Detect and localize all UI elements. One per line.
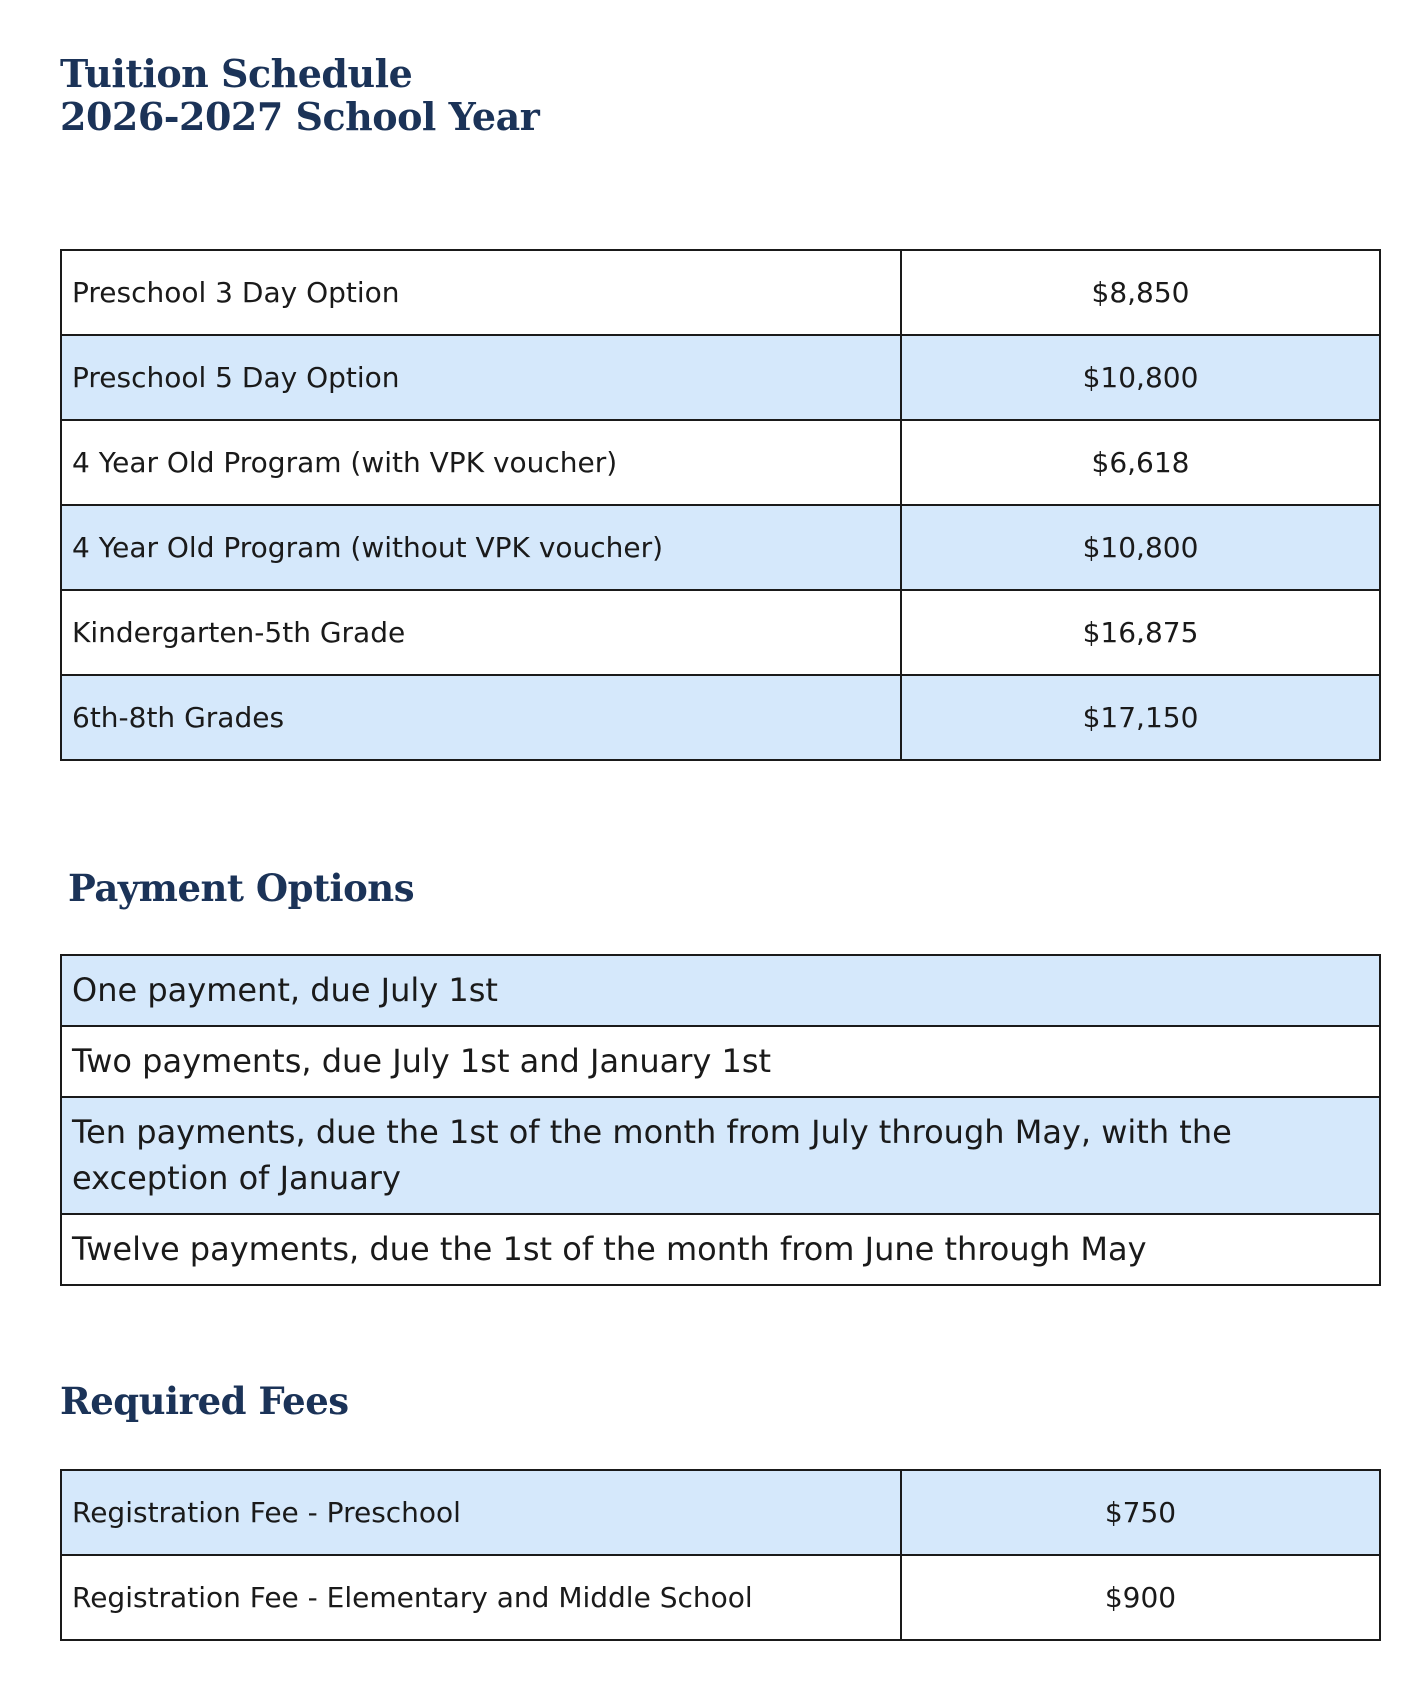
table-row	[61, 1470, 1380, 1555]
program-name: Kindergarten-5th Grade	[61, 590, 901, 675]
program-name: 4 Year Old Program (without VPK voucher)	[61, 505, 901, 590]
program-name: 4 Year Old Program (with VPK voucher)	[61, 420, 901, 505]
program-name: 6th-8th Grades	[61, 675, 901, 760]
title-line-2: 2026-2027 School Year	[60, 94, 540, 139]
program-name: Preschool 3 Day Option	[61, 250, 901, 335]
program-name: Preschool 5 Day Option	[61, 335, 901, 420]
fee-name: Registration Fee - Elementary and Middle School	[61, 1555, 901, 1640]
program-price: $17,150	[901, 675, 1380, 760]
table-row	[61, 505, 1380, 590]
table-row	[61, 420, 1380, 505]
table-row	[61, 250, 1380, 335]
program-price: $16,875	[901, 590, 1380, 675]
table-row	[61, 1555, 1380, 1640]
fee-name: Registration Fee - Preschool	[61, 1470, 901, 1555]
payment-option: Twelve payments, due the 1st of the month from June through May	[61, 1214, 1380, 1285]
table-row	[61, 590, 1380, 675]
fee-price: $750	[901, 1470, 1380, 1555]
page-title	[60, 52, 539, 138]
required-fees-table	[60, 1469, 1381, 1641]
payment-option: One payment, due July 1st	[61, 955, 1380, 1026]
title-line-1: Tuition Schedule	[60, 51, 413, 96]
payment-option: Two payments, due July 1st and January 1st	[61, 1026, 1380, 1097]
tuition-table	[60, 249, 1381, 761]
program-price: $6,618	[901, 420, 1380, 505]
table-row	[61, 1026, 1380, 1097]
table-row	[61, 1097, 1380, 1214]
table-row	[61, 1214, 1380, 1285]
table-row	[61, 675, 1380, 760]
table-row	[61, 335, 1380, 420]
payment-options-table	[60, 954, 1381, 1286]
fee-price: $900	[901, 1555, 1380, 1640]
payment-option: Ten payments, due the 1st of the month from July through May, with the exception of January	[61, 1097, 1380, 1214]
required-fees-heading: Required Fees	[60, 1379, 349, 1423]
table-row	[61, 955, 1380, 1026]
program-price: $10,800	[901, 505, 1380, 590]
program-price: $10,800	[901, 335, 1380, 420]
program-price: $8,850	[901, 250, 1380, 335]
payment-options-heading: Payment Options	[68, 866, 415, 910]
